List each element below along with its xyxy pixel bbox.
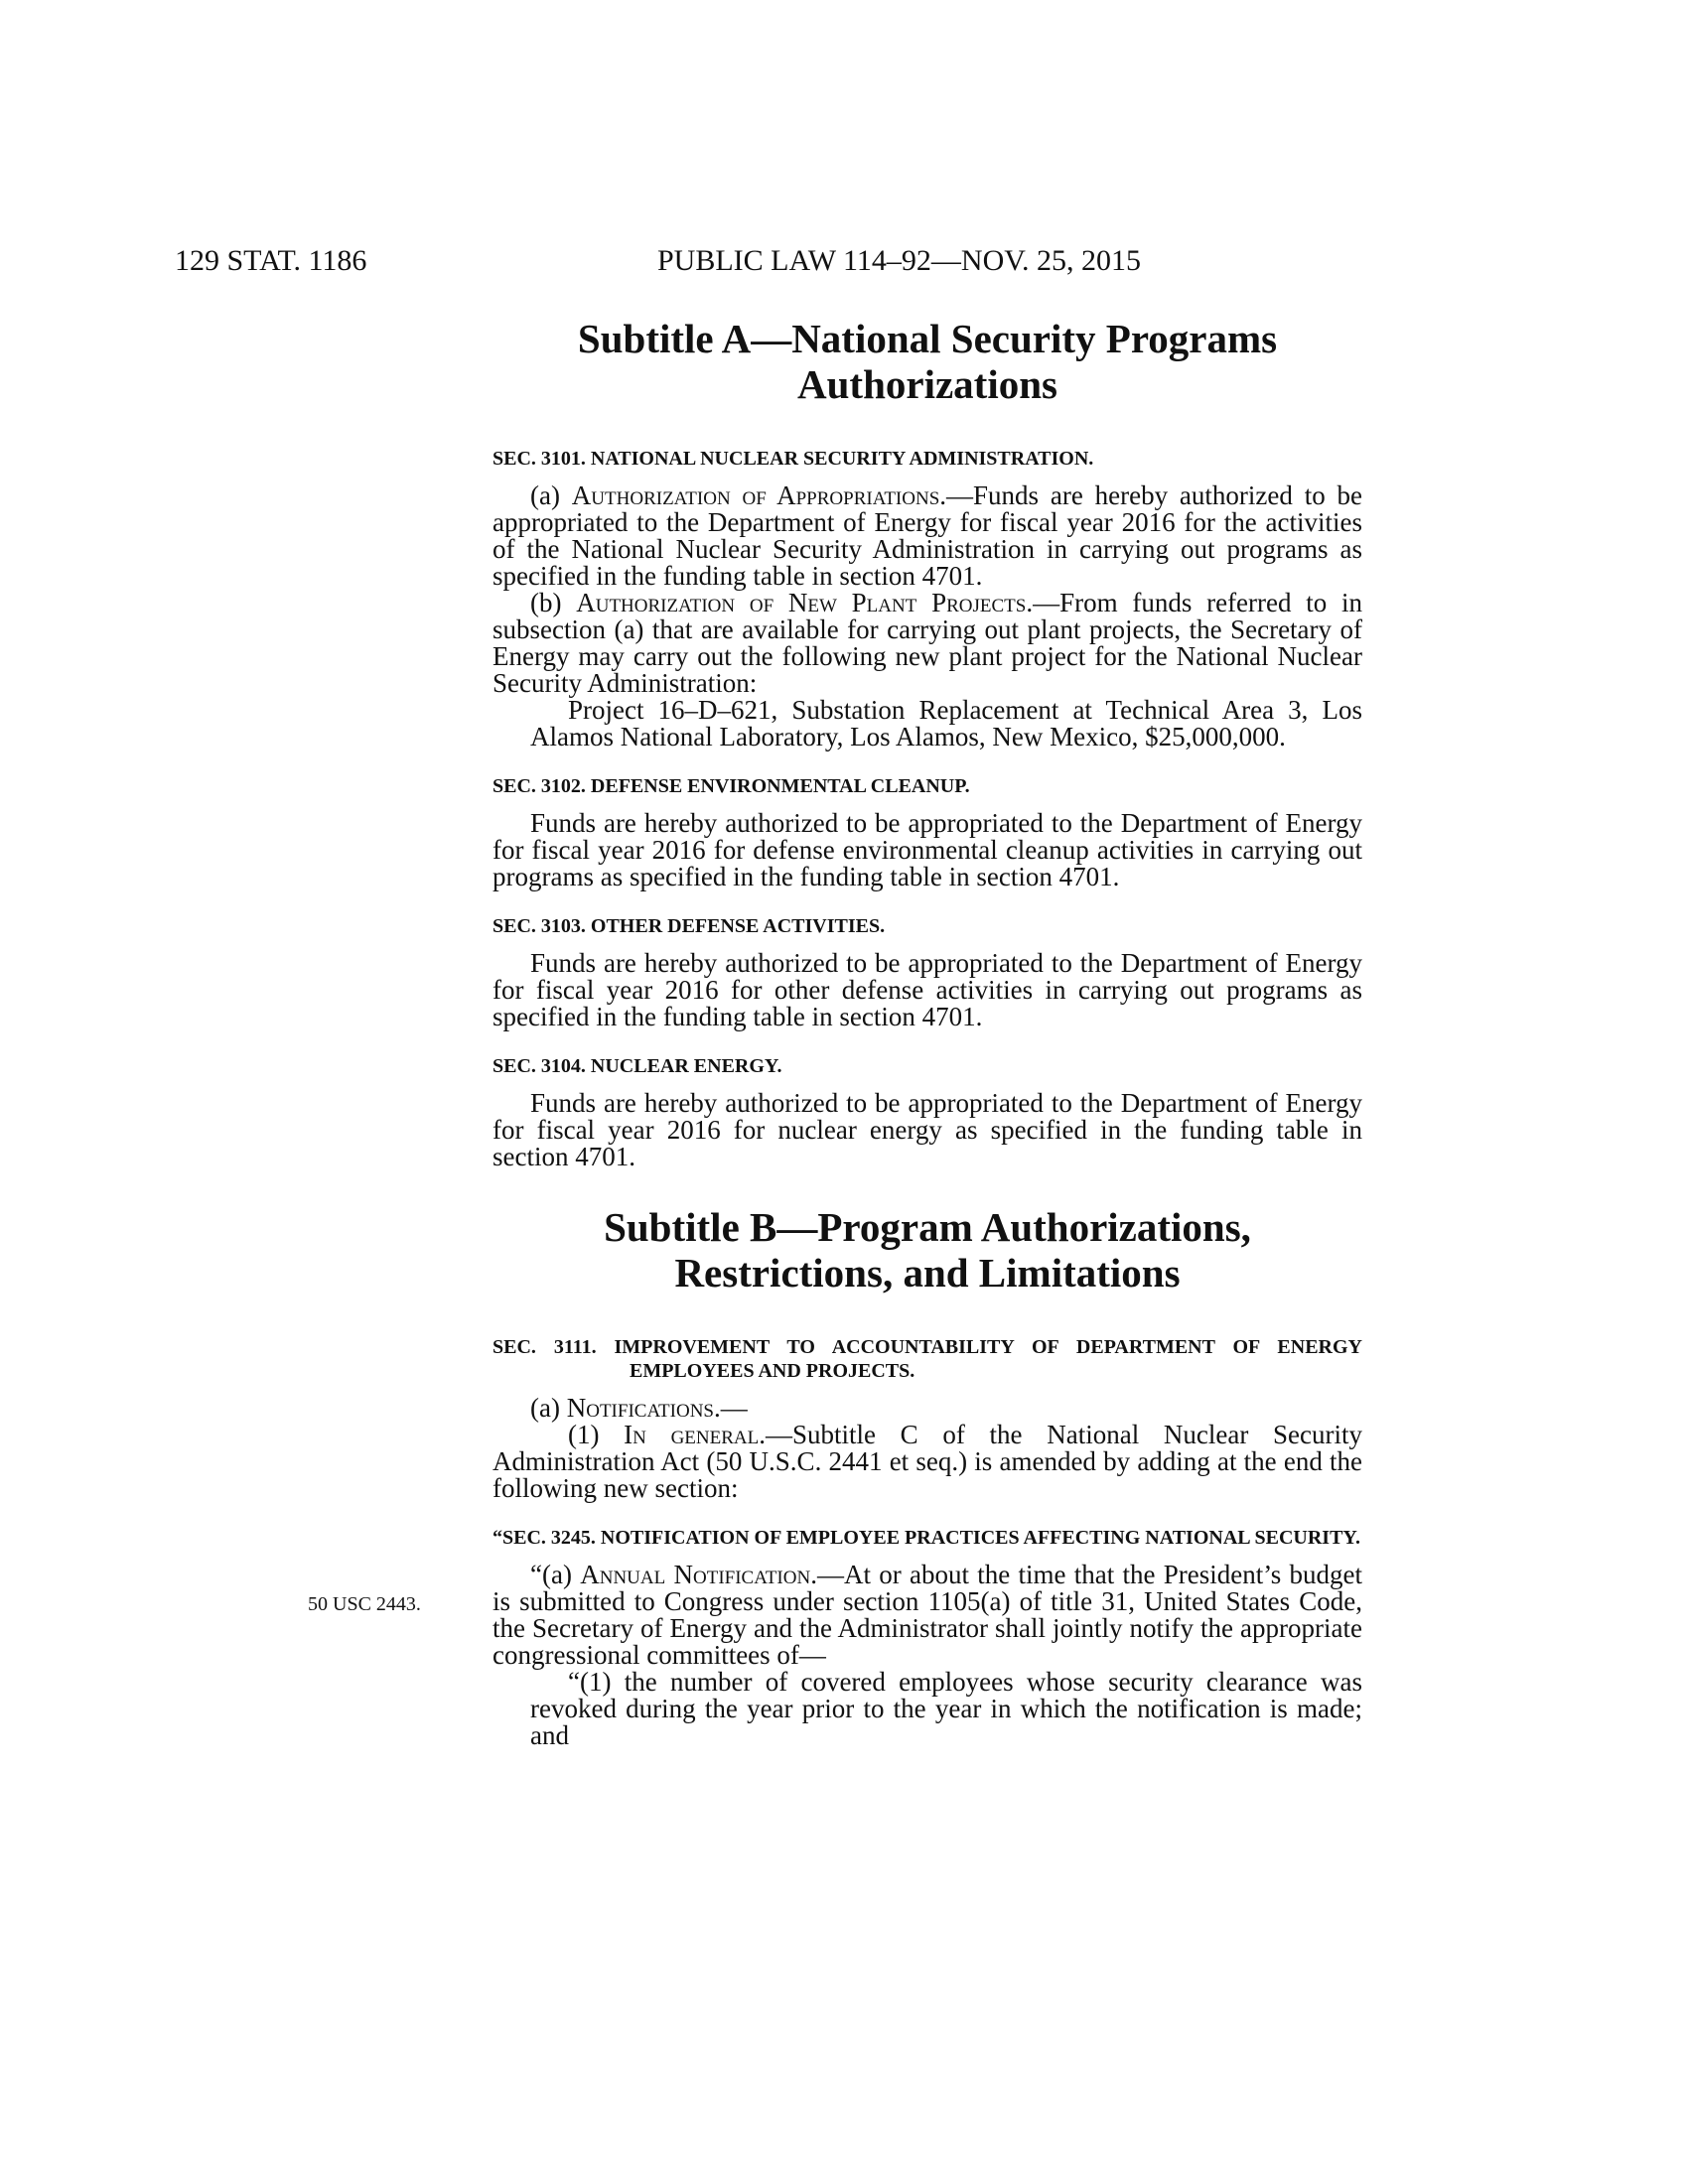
subtitle-a-heading — [492, 316, 1362, 407]
sec-3103-heading: SEC. 3103. OTHER DEFENSE ACTIVITIES. — [492, 915, 886, 937]
sec-3245-a-1: “(1) the number of covered employees whose security clearance was revoked during the year prior to the year in which the notification is made; and — [530, 1667, 1362, 1750]
sec-3103-text: Funds are hereby authorized to be appropriated to the Department of Energy for fiscal year 2016 for other defense activities in carrying out programs as specified in the funding table in section 4701. — [492, 948, 1362, 1031]
sec-3104-heading: SEC. 3104. NUCLEAR ENERGY. — [492, 1055, 782, 1077]
sec-3101-project: Project 16–D–621, Substation Replacement at Technical Area 3, Los Alamos National Laboratory, Los Alamos, New Mexico, $25,000,000. — [530, 695, 1362, 751]
sec-3101-b-label: (b) — [530, 588, 577, 617]
sec-3245-heading: “SEC. 3245. NOTIFICATION OF EMPLOYEE PRACTICES AFFECTING NATIONAL SECURITY. — [492, 1527, 1361, 1549]
subtitle-b-heading — [492, 1204, 1362, 1296]
sec-3111-heading: SEC. 3111. IMPROVEMENT TO ACCOUNTABILITY OF DEPARTMENT OF ENERGY EMPLOYEES AND PROJECTS. — [492, 1336, 1362, 1382]
sec-3245-a-caption: Annual Notification — [580, 1560, 811, 1589]
sec-3101-a-caption: Authorization of Appropriations — [571, 480, 940, 510]
page-header — [175, 244, 1366, 284]
sec-3102-heading: SEC. 3102. DEFENSE ENVIRONMENTAL CLEANUP. — [492, 775, 970, 797]
margin-note-usc: 50 USC 2443. — [308, 1593, 421, 1615]
sec-3101-b-text: .—From funds referred to in subsection (a) that are available for carrying out plant projects, the Secretary of Energy may carry out the following new plant project for the National Nuclear Security Administration: — [492, 588, 1362, 698]
sec-3101-heading: SEC. 3101. NATIONAL NUCLEAR SECURITY ADMINISTRATION. — [492, 448, 1094, 470]
sec-3111-a-1-caption: In general — [624, 1420, 760, 1449]
subtitle-b-line1: Subtitle B—Program Authorizations, — [604, 1204, 1251, 1250]
sec-3101-a-label: (a) — [530, 480, 572, 510]
sec-3111-a-1 — [492, 1422, 1362, 1502]
sec-3111-a-dash: .— — [714, 1393, 748, 1423]
sec-3101-a-text: .—Funds are hereby authorized to be appropriated to the Department of Energy for fiscal year 2016 for the activities of the National Nuclear Security Administration in carrying out programs as specified in the funding table in section 4701. — [492, 480, 1362, 591]
sec-3111-a-label: (a) — [530, 1393, 567, 1423]
main-text-column — [492, 316, 1362, 1749]
stat-citation: 129 STAT. 1186 — [175, 244, 367, 277]
sec-3101-b-caption: Authorization of New Plant Projects — [576, 588, 1027, 617]
sec-3245-a-text: .—At or about the time that the President’s budget is submitted to Congress under section 1105(a) of title 31, United States Code, the Secretary of Energy and the Administrator shall jointly notify the appropriate congressional committees of— — [492, 1560, 1363, 1670]
sec-3111-a-1-label: (1) — [568, 1420, 625, 1449]
subtitle-a-line1: Subtitle A—National Security Programs — [577, 316, 1278, 361]
sec-3104-text: Funds are hereby authorized to be appropriated to the Department of Energy for fiscal year 2016 for nuclear energy as specified in the funding table in section 4701. — [492, 1088, 1362, 1171]
sec-3111-a — [492, 1395, 1362, 1422]
sec-3101-a — [492, 482, 1362, 590]
subtitle-b-line2: Restrictions, and Limitations — [674, 1250, 1181, 1296]
sec-3245-a — [492, 1562, 1362, 1669]
sec-3245-a-label: “(a) — [530, 1560, 581, 1589]
sec-3111-a-caption: Notifications — [566, 1393, 714, 1423]
sec-3111-a-1-text: .—Subtitle C of the National Nuclear Security Administration Act (50 U.S.C. 2441 et seq.) is amended by adding at the end the following new section: — [492, 1420, 1362, 1503]
subtitle-a-line2: Authorizations — [797, 361, 1057, 407]
sec-3102-text: Funds are hereby authorized to be appropriated to the Department of Energy for fiscal year 2016 for defense environmental cleanup activities in carrying out programs as specified in the funding table in section 4701. — [492, 808, 1362, 891]
public-law-citation: PUBLIC LAW 114–92—NOV. 25, 2015 — [657, 244, 1142, 277]
sec-3101-b — [492, 590, 1362, 697]
